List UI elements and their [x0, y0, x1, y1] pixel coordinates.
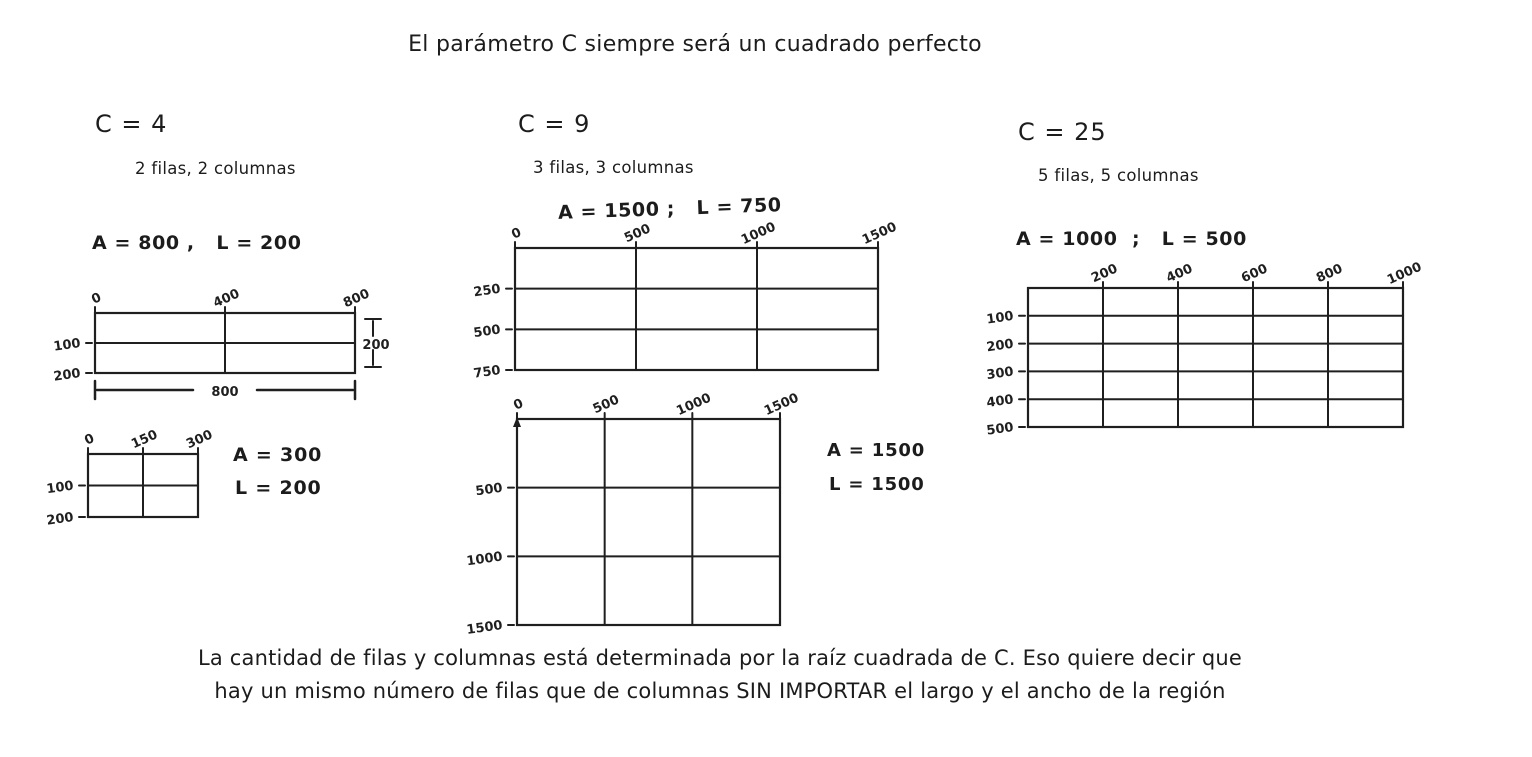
svg-text:0: 0 — [509, 225, 524, 243]
svg-text:200: 200 — [362, 338, 390, 353]
svg-text:1000: 1000 — [465, 549, 504, 570]
page-title: El parámetro C siempre será un cuadrado perfecto — [408, 32, 982, 57]
svg-text:400: 400 — [1164, 261, 1196, 287]
section-c25-dimensions: A = 1000 ; L = 500 — [1016, 228, 1247, 250]
svg-text:200: 200 — [1089, 261, 1121, 287]
svg-text:0: 0 — [89, 290, 104, 308]
svg-text:600: 600 — [1239, 261, 1271, 287]
svg-text:800: 800 — [1314, 261, 1346, 287]
svg-text:1000: 1000 — [1384, 259, 1425, 289]
grid-c25-main — [985, 259, 1425, 439]
grid-c4-small-area-label: A = 300 — [233, 444, 323, 466]
svg-text:1500: 1500 — [859, 219, 900, 249]
section-c4-dimensions: A = 800 , L = 200 — [92, 232, 302, 254]
section-c25-heading: C = 25 — [1018, 118, 1107, 146]
svg-text:1500: 1500 — [761, 390, 802, 420]
grid-c9-wide — [472, 219, 900, 382]
svg-text:400: 400 — [985, 392, 1015, 411]
svg-text:200: 200 — [52, 366, 82, 385]
svg-text:800: 800 — [211, 385, 239, 400]
svg-text:500: 500 — [474, 480, 504, 500]
svg-text:200: 200 — [45, 510, 75, 529]
section-c25-note: 5 filas, 5 columnas — [1038, 166, 1199, 185]
svg-text:750: 750 — [472, 363, 502, 382]
svg-text:0: 0 — [511, 396, 526, 414]
svg-text:1500: 1500 — [465, 618, 504, 638]
svg-text:400: 400 — [211, 286, 243, 312]
grid-c4-small — [45, 427, 216, 529]
grid-c9-square-area-label: A = 1500 — [827, 440, 926, 461]
svg-text:100: 100 — [985, 308, 1015, 328]
svg-text:1000: 1000 — [674, 390, 714, 420]
section-c9-note: 3 filas, 3 columnas — [533, 158, 694, 177]
svg-text:250: 250 — [472, 281, 502, 301]
svg-text:500: 500 — [622, 221, 654, 247]
section-c9-heading: C = 9 — [518, 110, 591, 138]
svg-text:800: 800 — [341, 286, 373, 312]
svg-text:150: 150 — [129, 427, 161, 453]
section-c4-note: 2 filas, 2 columnas — [135, 159, 296, 178]
grid-c4-small-length-label: L = 200 — [235, 477, 322, 499]
svg-text:300: 300 — [184, 427, 216, 453]
grid-c9-square — [465, 390, 802, 638]
svg-text:300: 300 — [985, 364, 1015, 384]
svg-text:200: 200 — [985, 336, 1015, 356]
footer-line-1: La cantidad de filas y columnas está determinada por la raíz cuadrada de C. Eso quiere decir que — [197, 646, 1243, 670]
grid-c4-main — [52, 286, 390, 400]
section-c4-heading: C = 4 — [95, 110, 168, 138]
svg-text:100: 100 — [45, 478, 75, 498]
svg-text:500: 500 — [985, 420, 1015, 439]
grid-c9-square-length-label: L = 1500 — [829, 474, 925, 495]
svg-text:1000: 1000 — [738, 219, 779, 249]
svg-text:500: 500 — [590, 392, 622, 418]
footer-explanation — [150, 642, 1290, 708]
section-c9-dimensions: A = 1500 ; L = 750 — [557, 194, 783, 224]
svg-text:500: 500 — [472, 322, 502, 342]
svg-text:0: 0 — [82, 431, 97, 449]
svg-text:100: 100 — [52, 336, 82, 355]
footer-line-2: hay un mismo número de filas que de columnas SIN IMPORTAR el largo y el ancho de la región — [214, 679, 1226, 703]
